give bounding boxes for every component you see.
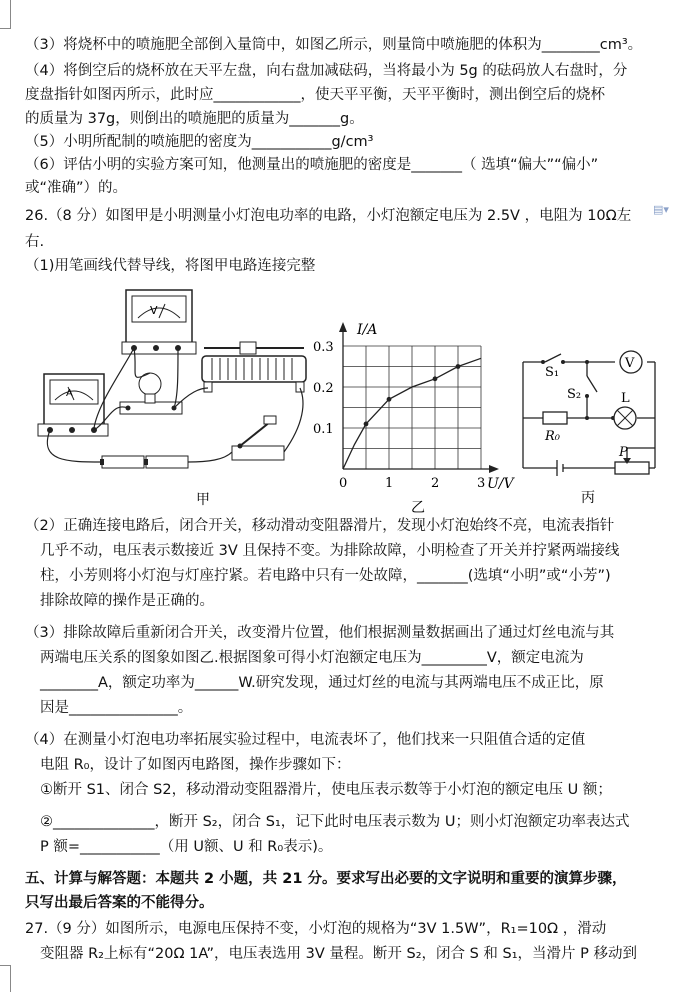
part-4-step-1: ①断开 S1、闭合 S2，移动滑动变阻器滑片，使电压表示数等于小灯泡的额定电压 U 额； bbox=[40, 782, 612, 798]
chart-data-point bbox=[456, 364, 461, 369]
part-2-line-2: 几乎不动，电压表示数接近 3V 且保持不变。为排除故障，小明检查了开关并拧紧两端接线 bbox=[40, 543, 620, 559]
question-4-line-3: 的质量为 37g，则倒出的喷施肥的质量为_______g。 bbox=[25, 111, 364, 127]
ammeter-symbol: A bbox=[66, 388, 73, 399]
question-5: （5）小明所配制的喷施肥的密度为___________g/cm³ bbox=[25, 134, 374, 150]
chart-y-axis-label: I/A bbox=[357, 322, 378, 338]
chart-data-point bbox=[433, 376, 438, 381]
voltmeter-icon bbox=[122, 290, 196, 354]
part-3-line-4: 因是_______________。 bbox=[40, 700, 193, 716]
corner-mark-bottom-left bbox=[0, 965, 11, 992]
chart-y-tick-label: 0.3 bbox=[313, 340, 334, 355]
corner-mark-top-left bbox=[0, 0, 11, 29]
bing-r0-label: R₀ bbox=[545, 429, 560, 444]
bing-voltmeter-label: V bbox=[625, 356, 635, 371]
chart-y-axis-arrow bbox=[339, 322, 347, 332]
part-2-line-1: （2）正确连接电路后，闭合开关，移动滑动变阻器滑片，发现小灯泡始终不亮，电流表指针 bbox=[25, 518, 615, 534]
lamp-icon bbox=[614, 407, 636, 429]
switch-icon bbox=[232, 416, 284, 460]
bing-p-label: P bbox=[619, 445, 628, 460]
voltmeter-symbol: V bbox=[150, 304, 158, 317]
part-3-line-1: （3）排除故障后重新闭合开关，改变滑片位置，他们根据测量数据画出了通过灯丝电流与其 bbox=[25, 625, 615, 641]
figure-jia-label: 甲 bbox=[196, 492, 210, 508]
document-icon: ▤▾ bbox=[653, 203, 669, 216]
question-6-line-1: （6）评估小明的实验方案可知，他测量出的喷施肥的密度是_______（ 选填“偏大”“偏小” bbox=[25, 157, 599, 173]
part-4-step-2: ②______________，断开 S₂，闭合 S₁，记下此时电压表示数为 U；则小灯泡额定功率表达式 bbox=[40, 814, 630, 830]
figure-bing-circuit bbox=[515, 340, 665, 515]
chart-x-axis-arrow bbox=[489, 465, 499, 473]
battery-icon bbox=[100, 456, 188, 468]
chart-data-point bbox=[364, 422, 369, 427]
part-4-formula: P 额=___________（用 U额、U 和 R₀表示)。 bbox=[40, 839, 333, 855]
figure-bing-label: 丙 bbox=[581, 490, 595, 506]
bulb-icon bbox=[120, 373, 182, 414]
chart-x-tick-label: 1 bbox=[385, 476, 394, 491]
chart-y-tick-label: 0.2 bbox=[313, 381, 334, 396]
part-2-line-3: 柱，小芳则将小灯泡与灯座拧紧。若电路中只有一处故障，_______(选填“小明”或“小芳”) bbox=[40, 568, 611, 584]
chart-axes bbox=[339, 322, 499, 473]
part-2-line-4: 排除故障的操作是正确的。 bbox=[40, 593, 214, 609]
ammeter-icon bbox=[38, 374, 108, 436]
section-5-heading-line-1: 五、计算与解答题：本题共 2 小题，共 21 分。要求写出必要的文字说明和重要的演算步骤， bbox=[25, 871, 627, 887]
question-27-line-2: 变阻器 R₂上标有“20Ω 1A”，电压表选用 3V 量程。断开 S₂，闭合 S 和 S₁，当滑片 P 移动到 bbox=[40, 946, 638, 962]
question-26-line-1: 26.（8 分）如图甲是小明测量小灯泡电功率的电路，小灯泡额定电压为 2.5V ，电阻为 10Ω左 bbox=[25, 208, 632, 224]
chart-x-tick-label: 3 bbox=[477, 476, 486, 491]
chart-x-tick-label: 2 bbox=[431, 476, 440, 491]
bing-l-label: L bbox=[621, 391, 630, 406]
rheostat-icon bbox=[202, 342, 306, 392]
chart-y-tick-label: 0.1 bbox=[313, 422, 334, 437]
section-5-heading-line-2: 只写出最后答案的不能得分。 bbox=[25, 895, 214, 911]
part-3-line-2: 两端电压关系的图象如图乙.根据图象可得小灯泡额定电压为_________V，额定电流为 bbox=[40, 650, 584, 666]
voltmeter-icon bbox=[620, 351, 642, 373]
figure-yi-chart bbox=[305, 316, 525, 516]
part-4-line-1: （4）在测量小灯泡电功率拓展实验过程中，电流表坏了，他们找来一只阻值合适的定值 bbox=[25, 732, 586, 748]
question-3: （3）将烧杯中的喷施肥全部倒入量筒中，如图乙所示，则量筒中喷施肥的体积为________cm³。 bbox=[25, 37, 643, 53]
chart-grid bbox=[343, 346, 481, 469]
chart-data-point bbox=[387, 397, 392, 402]
figure-jia-apparatus bbox=[28, 284, 328, 514]
question-27-line-1: 27.（9 分）如图所示，电源电压保持不变，小灯泡的规格为“3V 1.5W”，R₁=10Ω ，滑动 bbox=[25, 921, 607, 937]
question-4-line-2: 度盘指针如图丙所示，此时应____________，使天平平衡，天平平衡时，测出倒空后的烧杯 bbox=[25, 87, 605, 103]
figure-yi-label: 乙 bbox=[411, 500, 425, 516]
question-26-line-2: 右. bbox=[25, 234, 45, 250]
chart-x-tick-label: 0 bbox=[339, 476, 348, 491]
bing-s1-label: S₁ bbox=[545, 365, 560, 380]
part-3-line-3: ________A，额定功率为______W.研究发现，通过灯丝的电流与其两端电压不成正比，原 bbox=[40, 675, 604, 691]
bing-s2-label: S₂ bbox=[567, 387, 582, 402]
question-4-line-1: （4）将倒空后的烧杯放在天平左盘，向右盘加减砝码，当将最小为 5g 的砝码放人右盘时，分 bbox=[25, 63, 628, 79]
question-6-line-2: 或“准确”）的。 bbox=[25, 180, 128, 196]
question-26-part-1: （1)用笔画线代替导线，将图甲电路连接完整 bbox=[25, 258, 316, 274]
chart-x-axis-label: U/V bbox=[487, 476, 514, 492]
part-4-line-2: 电阻 R₀，设计了如图丙电路图，操作步骤如下： bbox=[40, 757, 351, 773]
